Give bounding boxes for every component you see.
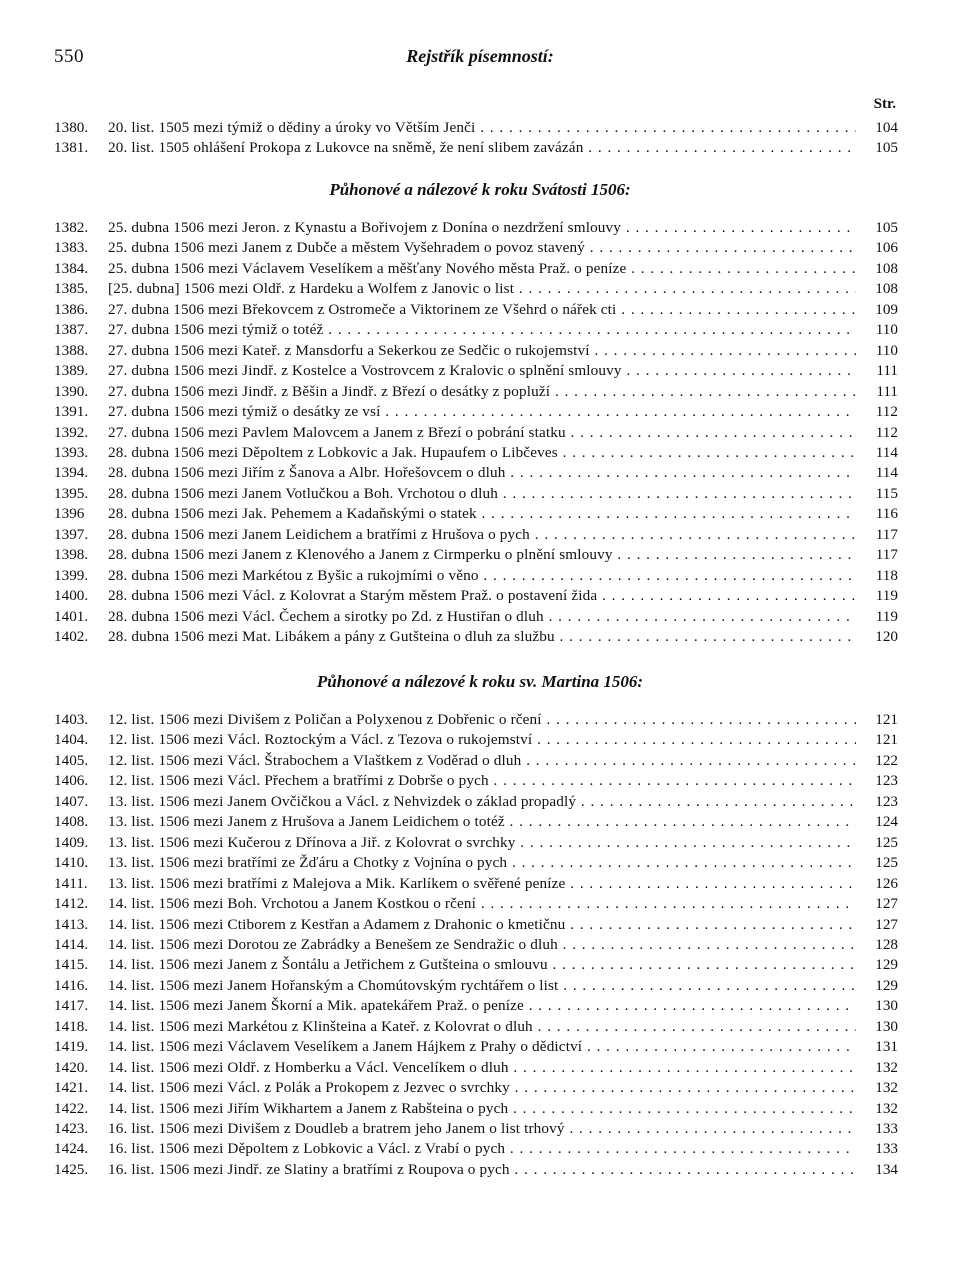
register-entry: [54, 894, 898, 914]
register-entry: [54, 833, 898, 853]
entry-number: 1419.: [54, 1038, 89, 1056]
entry-description: 16. list. 1506 mezi Jindř. ze Slatiny a bratřími z Roupova o pych . . .: [108, 1160, 856, 1180]
entry-number: 1402.: [54, 628, 89, 645]
entry-page-ref: 132: [875, 1079, 898, 1097]
entry-description: 12. list. 1506 mezi Václ. Roztockým a Václ. z Tezova o rukojemství . . .: [108, 730, 856, 750]
entry-number: 1414.: [54, 935, 89, 953]
entry-page-ref: 119: [875, 587, 898, 605]
register-entry: [54, 525, 898, 545]
register-entry: [54, 545, 898, 565]
register-entry: [54, 1119, 898, 1139]
entry-description: 13. list. 1506 mezi Janem Ovčičkou a Václ. z Nehvizdek o základ propadlý . . .: [108, 792, 856, 812]
entry-number: 1425.: [54, 1160, 89, 1178]
register-entry: [54, 1139, 898, 1159]
entry-page-ref: 109: [875, 300, 898, 318]
entry-page-ref: 128: [875, 935, 898, 953]
entry-number: 1405.: [54, 751, 89, 769]
entry-page-ref: 124: [875, 813, 898, 831]
entry-number: 1403.: [54, 711, 89, 728]
register-entry: [54, 463, 898, 483]
entry-number: 1390.: [54, 382, 89, 400]
register-entry: [54, 484, 898, 504]
register-entry: [54, 138, 898, 158]
entry-number: 1387.: [54, 321, 89, 339]
register-entry: [54, 627, 898, 647]
entry-description: 28. dubna 1506 mezi Markétou z Byšic a rukojmími o věno . . .: [108, 566, 856, 586]
register-entry: [54, 955, 898, 975]
entry-number: 1393.: [54, 443, 89, 461]
entry-page-ref: 122: [875, 751, 898, 769]
entry-description: 27. dubna 1506 mezi Kateř. z Mansdorfu a Sekerkou ze Sedčic o rukojemství . . .: [108, 341, 856, 361]
entry-description: 14. list. 1506 mezi Janem z Šontálu a Jetřichem z Gutšteina o smlouvu . . .: [108, 955, 856, 975]
entry-page-ref: 130: [875, 1017, 898, 1035]
entry-description: 12. list. 1506 mezi Václ. Štrabochem a Vlaštkem z Voděrad o dluh . . .: [108, 751, 856, 771]
entry-description: 14. list. 1506 mezi Václ. z Polák a Prokopem z Jezvec o svrchky . . .: [108, 1078, 856, 1098]
entry-number: 1395.: [54, 484, 89, 502]
section-heading: Půhonové a nálezové k roku Svátosti 1506:: [329, 180, 631, 199]
entry-number: 1423.: [54, 1120, 89, 1137]
entry-description: 13. list. 1506 mezi bratřími ze Žďáru a Chotky z Vojnína o pych . . .: [108, 853, 856, 873]
entry-page-ref: 117: [875, 546, 898, 564]
entry-number: 1407.: [54, 792, 89, 810]
entry-description: 28. dubna 1506 mezi Václ. Čechem a sirotky po Zd. z Hustiřan o dluh . . .: [108, 607, 856, 627]
register-entry: [54, 443, 898, 463]
entry-page-ref: 114: [875, 443, 898, 461]
entry-number: 1409.: [54, 833, 89, 851]
register-entry: [54, 1160, 898, 1180]
page-column-label: Str.: [873, 96, 896, 112]
entry-page-ref: 125: [875, 854, 898, 872]
entry-page-ref: 116: [875, 505, 898, 523]
entry-number: 1401.: [54, 607, 89, 625]
entry-description: 14. list. 1506 mezi Janem Škorní a Mik. apatekářem Praž. o peníze . . .: [108, 996, 856, 1016]
entry-number: 1420.: [54, 1058, 89, 1076]
entry-description: 28. dubna 1506 mezi Janem z Klenového a Janem z Cirmperku o plnění smlouvy . . .: [108, 545, 856, 565]
entry-number: 1388.: [54, 341, 89, 359]
register-entry: [54, 792, 898, 812]
entry-page-ref: 110: [875, 321, 898, 339]
register-entry: [54, 402, 898, 422]
entry-page-ref: 129: [875, 956, 898, 974]
entry-description: 20. list. 1505 mezi týmiž o dědiny a úroky vo Větším Jenči . . .: [108, 118, 856, 138]
entry-page-ref: 121: [875, 711, 898, 728]
entry-page-ref: 112: [875, 423, 898, 441]
entry-number: 1411.: [54, 874, 88, 892]
entry-page-ref: 110: [875, 341, 898, 359]
entry-description: 27. dubna 1506 mezi Břekovcem z Ostromeče a Viktorinem ze Všehrd o nářek cti . . .: [108, 300, 856, 320]
register-entry: [54, 853, 898, 873]
entry-description: 16. list. 1506 mezi Divišem z Doudleb a bratrem jeho Janem o list trhový . . .: [108, 1119, 856, 1139]
entry-page-ref: 108: [875, 280, 898, 298]
entry-page-ref: 125: [875, 833, 898, 851]
entry-description: 14. list. 1506 mezi Janem Hořanským a Chomútovským rychtářem o list . . .: [108, 976, 856, 996]
entry-page-ref: 131: [875, 1038, 898, 1056]
entry-number: 1422.: [54, 1099, 89, 1117]
entry-page-ref: 105: [875, 219, 898, 236]
entry-number: 1380.: [54, 119, 89, 136]
entry-number: 1418.: [54, 1017, 89, 1035]
entry-description: 13. list. 1506 mezi Kučerou z Dřínova a Jiř. z Kolovrat o svrchky . . .: [108, 833, 856, 853]
entry-description: 28. dubna 1506 mezi Děpoltem z Lobkovic a Jak. Hupaufem o Libčeves . . .: [108, 443, 856, 463]
entry-number: 1406.: [54, 772, 89, 790]
entry-page-ref: 132: [875, 1099, 898, 1117]
entry-number: 1392.: [54, 423, 89, 441]
entry-page-ref: 120: [875, 628, 898, 645]
entry-page-ref: 132: [875, 1058, 898, 1076]
entry-number: 1382.: [54, 219, 89, 236]
entry-description: 28. dubna 1506 mezi Václ. z Kolovrat a Starým městem Praž. o postavení žida . . .: [108, 586, 856, 606]
register-entry: [54, 1078, 898, 1098]
entry-page-ref: 123: [875, 772, 898, 790]
register-entry: [54, 382, 898, 402]
entry-description: 13. list. 1506 mezi bratřími z Malejova a Mik. Karlíkem o svěřené peníze . . .: [108, 874, 856, 894]
register-entry: [54, 586, 898, 606]
register-entry: [54, 259, 898, 279]
entry-number: 1421.: [54, 1079, 89, 1097]
entry-number: 1384.: [54, 259, 89, 277]
register-entry: [54, 218, 898, 238]
entry-description: 25. dubna 1506 mezi Jeron. z Kynastu a Bořivojem z Donína o nezdržení smlouvy . . .: [108, 218, 856, 238]
entry-description: 20. list. 1505 ohlášení Prokopa z Lukovce na sněmě, že není slibem zavázán . . .: [108, 138, 856, 158]
entry-page-ref: 111: [876, 362, 898, 380]
entry-description: 14. list. 1506 mezi Oldř. z Homberku a Václ. Vencelíkem o dluh . . .: [108, 1058, 856, 1078]
entry-description: 28. dubna 1506 mezi Mat. Libákem a pány z Gutšteina o dluh za službu . . .: [108, 627, 856, 647]
register-entry: [54, 361, 898, 381]
running-title: Rejstřík písemností:: [406, 46, 554, 66]
entry-page-ref: 130: [875, 997, 898, 1015]
entry-page-ref: 105: [875, 139, 898, 157]
entry-description: 25. dubna 1506 mezi Janem z Dubče a městem Vyšehradem o povoz stavený . . .: [108, 238, 856, 258]
entry-number: 1413.: [54, 915, 89, 933]
entry-description: 27. dubna 1506 mezi týmiž o totéž . . .: [108, 320, 856, 340]
register-entry: [54, 300, 898, 320]
entry-page-ref: 114: [875, 464, 898, 482]
entry-number: 1416.: [54, 976, 89, 994]
entry-description: 14. list. 1506 mezi Ctiborem z Kestřan a Adamem z Drahonic o kmetičnu . . .: [108, 915, 856, 935]
entry-number: 1424.: [54, 1140, 89, 1158]
entry-number: 1408.: [54, 813, 89, 831]
entry-number: 1400.: [54, 587, 89, 605]
register-entry: [54, 874, 898, 894]
entry-page-ref: 129: [875, 976, 898, 994]
entry-description: 27. dubna 1506 mezi Jindř. z Běšin a Jindř. z Březí o desátky z popluží . . .: [108, 382, 856, 402]
entry-description: 25. dubna 1506 mezi Václavem Veselíkem a měšťany Nového města Praž. o peníze . . .: [108, 259, 856, 279]
register-entry: [54, 118, 898, 138]
entry-page-ref: 134: [875, 1160, 898, 1178]
register-entry: [54, 607, 898, 627]
entry-number: 1394.: [54, 464, 89, 482]
register-entry: [54, 423, 898, 443]
register-entry: [54, 504, 898, 524]
entry-page-ref: 108: [875, 259, 898, 277]
entry-page-ref: 112: [875, 403, 898, 421]
entry-description: 27. dubna 1506 mezi Pavlem Malovcem a Janem z Březí o pobrání statku . . .: [108, 423, 856, 443]
register-entry: [54, 730, 898, 750]
entry-description: 14. list. 1506 mezi Dorotou ze Zabrádky a Benešem ze Sendražic o dluh . . .: [108, 935, 856, 955]
register-entry: [54, 915, 898, 935]
entry-page-ref: 123: [875, 792, 898, 810]
entry-description: 14. list. 1506 mezi Boh. Vrchotou a Janem Kostkou o rčení . . .: [108, 894, 856, 914]
entry-page-ref: 127: [875, 895, 898, 913]
register-entry: [54, 935, 898, 955]
entry-page-ref: 117: [875, 525, 898, 543]
register-entry: [54, 1099, 898, 1119]
register-entry: [54, 320, 898, 340]
entry-number: 1383.: [54, 239, 89, 257]
entry-description: 27. dubna 1506 mezi týmiž o desátky ze vsí . . .: [108, 402, 856, 422]
entry-number: 1389.: [54, 362, 89, 380]
entry-page-ref: 133: [875, 1140, 898, 1158]
entry-description: 14. list. 1506 mezi Václavem Veselíkem a Janem Hájkem z Prahy o dědictví . . .: [108, 1037, 856, 1057]
entry-number: 1397.: [54, 525, 89, 543]
entry-page-ref: 133: [875, 1120, 898, 1137]
section-heading: Půhonové a nálezové k roku sv. Martina 1506:: [316, 672, 644, 691]
page-number: 550: [54, 46, 84, 67]
entry-page-ref: 115: [875, 484, 898, 502]
entry-number: 1391.: [54, 403, 89, 421]
entry-description: 13. list. 1506 mezi Janem z Hrušova a Janem Leidichem o totéž . . .: [108, 812, 856, 832]
register-entry: [54, 996, 898, 1016]
entry-number: 1399.: [54, 566, 89, 584]
register-entry: [54, 710, 898, 730]
register-entry: [54, 566, 898, 586]
entry-description: 14. list. 1506 mezi Markétou z Klinšteina a Kateř. z Kolovrat o dluh . . .: [108, 1017, 856, 1037]
entry-description: 16. list. 1506 mezi Děpoltem z Lobkovic a Václ. z Vrabí o pych . . .: [108, 1139, 856, 1159]
register-entry: [54, 341, 898, 361]
register-entry: [54, 1017, 898, 1037]
register-entry: [54, 1037, 898, 1057]
register-entry: [54, 976, 898, 996]
entry-number: 1396: [54, 505, 85, 523]
register-entry: [54, 812, 898, 832]
entry-number: 1386.: [54, 300, 89, 318]
entry-description: 28. dubna 1506 mezi Janem Votlučkou a Boh. Vrchotou o dluh . . .: [108, 484, 856, 504]
entry-number: 1415.: [54, 956, 89, 974]
entry-number: 1417.: [54, 997, 89, 1015]
entry-description: 27. dubna 1506 mezi Jindř. z Kostelce a Vostrovcem z Kralovic o splnění smlouvy . . .: [108, 361, 856, 381]
register-entry: [54, 238, 898, 258]
entry-number: 1412.: [54, 895, 89, 913]
entry-page-ref: 118: [875, 566, 898, 584]
entry-number: 1385.: [54, 280, 89, 298]
entry-number: 1381.: [54, 139, 89, 157]
entry-page-ref: 119: [875, 607, 898, 625]
entry-description: 12. list. 1506 mezi Václ. Přechem a bratřími z Dobrše o pych . . .: [108, 771, 856, 791]
entry-description: 28. dubna 1506 mezi Janem Leidichem a bratřími z Hrušova o pych . . .: [108, 525, 856, 545]
entry-page-ref: 126: [875, 874, 898, 892]
entry-number: 1410.: [54, 854, 89, 872]
entry-description: 14. list. 1506 mezi Jiřím Wikhartem a Janem z Rabšteina o pych . . .: [108, 1099, 856, 1119]
entry-page-ref: 111: [876, 382, 898, 400]
entry-page-ref: 121: [875, 731, 898, 749]
entry-page-ref: 127: [875, 915, 898, 933]
entry-description: 12. list. 1506 mezi Divišem z Poličan a Polyxenou z Dobřenic o rčení . . .: [108, 710, 856, 730]
entry-number: 1404.: [54, 731, 89, 749]
entry-description: 28. dubna 1506 mezi Jak. Pehemem a Kadaňskými o statek . . .: [108, 504, 856, 524]
entry-description: 28. dubna 1506 mezi Jiřím z Šanova a Albr. Hořešovcem o dluh . . .: [108, 463, 856, 483]
entry-page-ref: 104: [875, 119, 898, 136]
register-entry: [54, 771, 898, 791]
entry-page-ref: 106: [875, 239, 898, 257]
register-entry: [54, 751, 898, 771]
register-entry: [54, 279, 898, 299]
register-entry: [54, 1058, 898, 1078]
entry-number: 1398.: [54, 546, 89, 564]
entry-description: [25. dubna] 1506 mezi Oldř. z Hardeku a Wolfem z Janovic o list . . .: [108, 279, 856, 299]
